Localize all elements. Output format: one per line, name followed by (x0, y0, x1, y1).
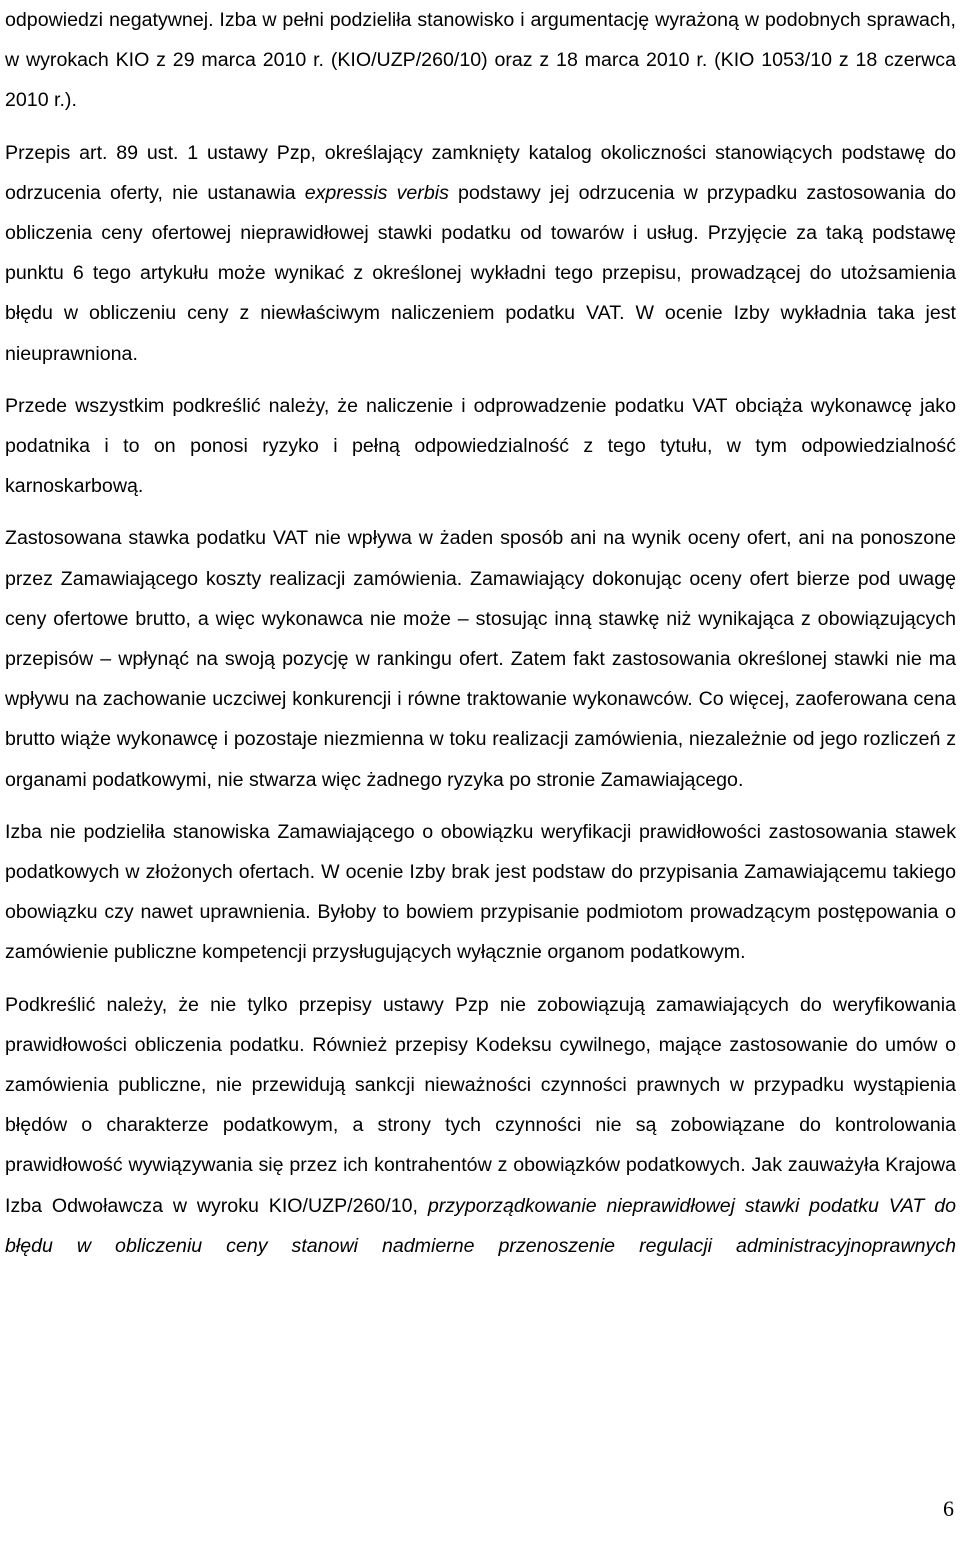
paragraph-2 (5, 133, 956, 374)
paragraph-2-text-end: podstawy jej odrzucenia w przypadku zastosowania do obliczenia ceny ofertowej nieprawidłowej stawki podatku od towarów i usług. Przyjęcie za taką podstawę punktu 6 tego artykułu może wynikać z określonej wykładni tego przepisu, prowadzącej do utożsamienia błędu w obliczeniu ceny z niewłaściwym naliczeniem podatku VAT. W ocenie Izby wykładnia taka jest nieuprawniona. (5, 181, 957, 365)
paragraph-4 (5, 518, 956, 799)
paragraph-4-text: Zastosowana stawka podatku VAT nie wpływa w żaden sposób ani na wynik oceny ofert, ani na ponoszone przez Zamawiającego koszty realizacji zamówienia. Zamawiający dokonując oceny ofert bierze pod uwagę ceny ofertowe brutto, a więc wykonawca nie może – stosując inną stawkę niż wynikająca z obowiązujących przepisów – wpłynąć na swoją pozycję w rankingu ofert. Zatem fakt zastosowania określonej stawki nie ma wpływu na zachowanie uczciwej konkurencji i równe traktowanie wykonawców. Co więcej, zaoferowana cena brutto wiąże wykonawcę i pozostaje niezmienna w toku realizacji zamówienia, niezależnie od jego rozliczeń z organami podatkowymi, nie stwarza więc żadnego ryzyka po stronie Zamawiającego. (5, 527, 956, 791)
paragraph-2-italic-phrase: expressis verbis (304, 181, 449, 204)
paragraph-3-text: Przede wszystkim podkreślić należy, że naliczenie i odprowadzenie podatku VAT obciąża wykonawcę jako podatnika i to on ponosi ryzyko i pełną odpowiedzialność z tego tytułu, w tym odpowiedzialność karnoskarbową. (5, 394, 956, 498)
paragraph-5-text: Izba nie podzieliła stanowiska Zamawiającego o obowiązku weryfikacji prawidłowości zastosowania stawek podatkowych w złożonych ofertach. W ocenie Izby brak jest podstaw do przypisania Zamawiającemu takiego obowiązku czy nawet uprawnienia. Byłoby to bowiem przypisanie podmiotom prowadzącym postępowania o zamówienie publiczne kompetencji przysługujących wyłącznie organom podatkowym. (5, 820, 956, 964)
paragraph-2-text-start: Przepis art. 89 ust. 1 ustawy Pzp, określający zamknięty katalog okoliczności stanowiących podstawę do odrzucenia oferty, nie ustanawia (5, 141, 956, 204)
document-page (5, 0, 956, 1266)
paragraph-6 (5, 985, 956, 1266)
page-number: 6 (943, 1496, 954, 1521)
paragraph-6-italic-quote: przyporządkowanie nieprawidłowej stawki podatku VAT do błędu w obliczeniu ceny stanowi nadmierne przenoszenie regulacji administracyjnoprawnych (5, 1194, 956, 1257)
paragraph-1 (5, 0, 956, 121)
paragraph-1-text: odpowiedzi negatywnej. Izba w pełni podzieliła stanowisko i argumentację wyrażoną w podobnych sprawach, w wyrokach KIO z 29 marca 2010 r. (KIO/UZP/260/10) oraz z 18 marca 2010 r. (KIO 1053/10 z 18 czerwca 2010 r.). (5, 9, 956, 112)
paragraph-6-text-start: Podkreślić należy, że nie tylko przepisy ustawy Pzp nie zobowiązują zamawiających do weryfikowania prawidłowości obliczenia podatku. Również przepisy Kodeksu cywilnego, mające zastosowanie do umów o zamówienia publiczne, nie przewidują sankcji nieważności czynności prawnych w przypadku wystąpienia błędów o charakterze podatkowym, a strony tych czynności nie są zobowiązane do kontrolowania prawidłowość wywiązywania się przez ich kontrahentów z obowiązków podatkowych. Jak zauważyła Krajowa Izba Odwoławcza w wyroku KIO/UZP/260/10, (5, 993, 956, 1217)
paragraph-5 (5, 812, 956, 973)
paragraph-3 (5, 386, 956, 507)
